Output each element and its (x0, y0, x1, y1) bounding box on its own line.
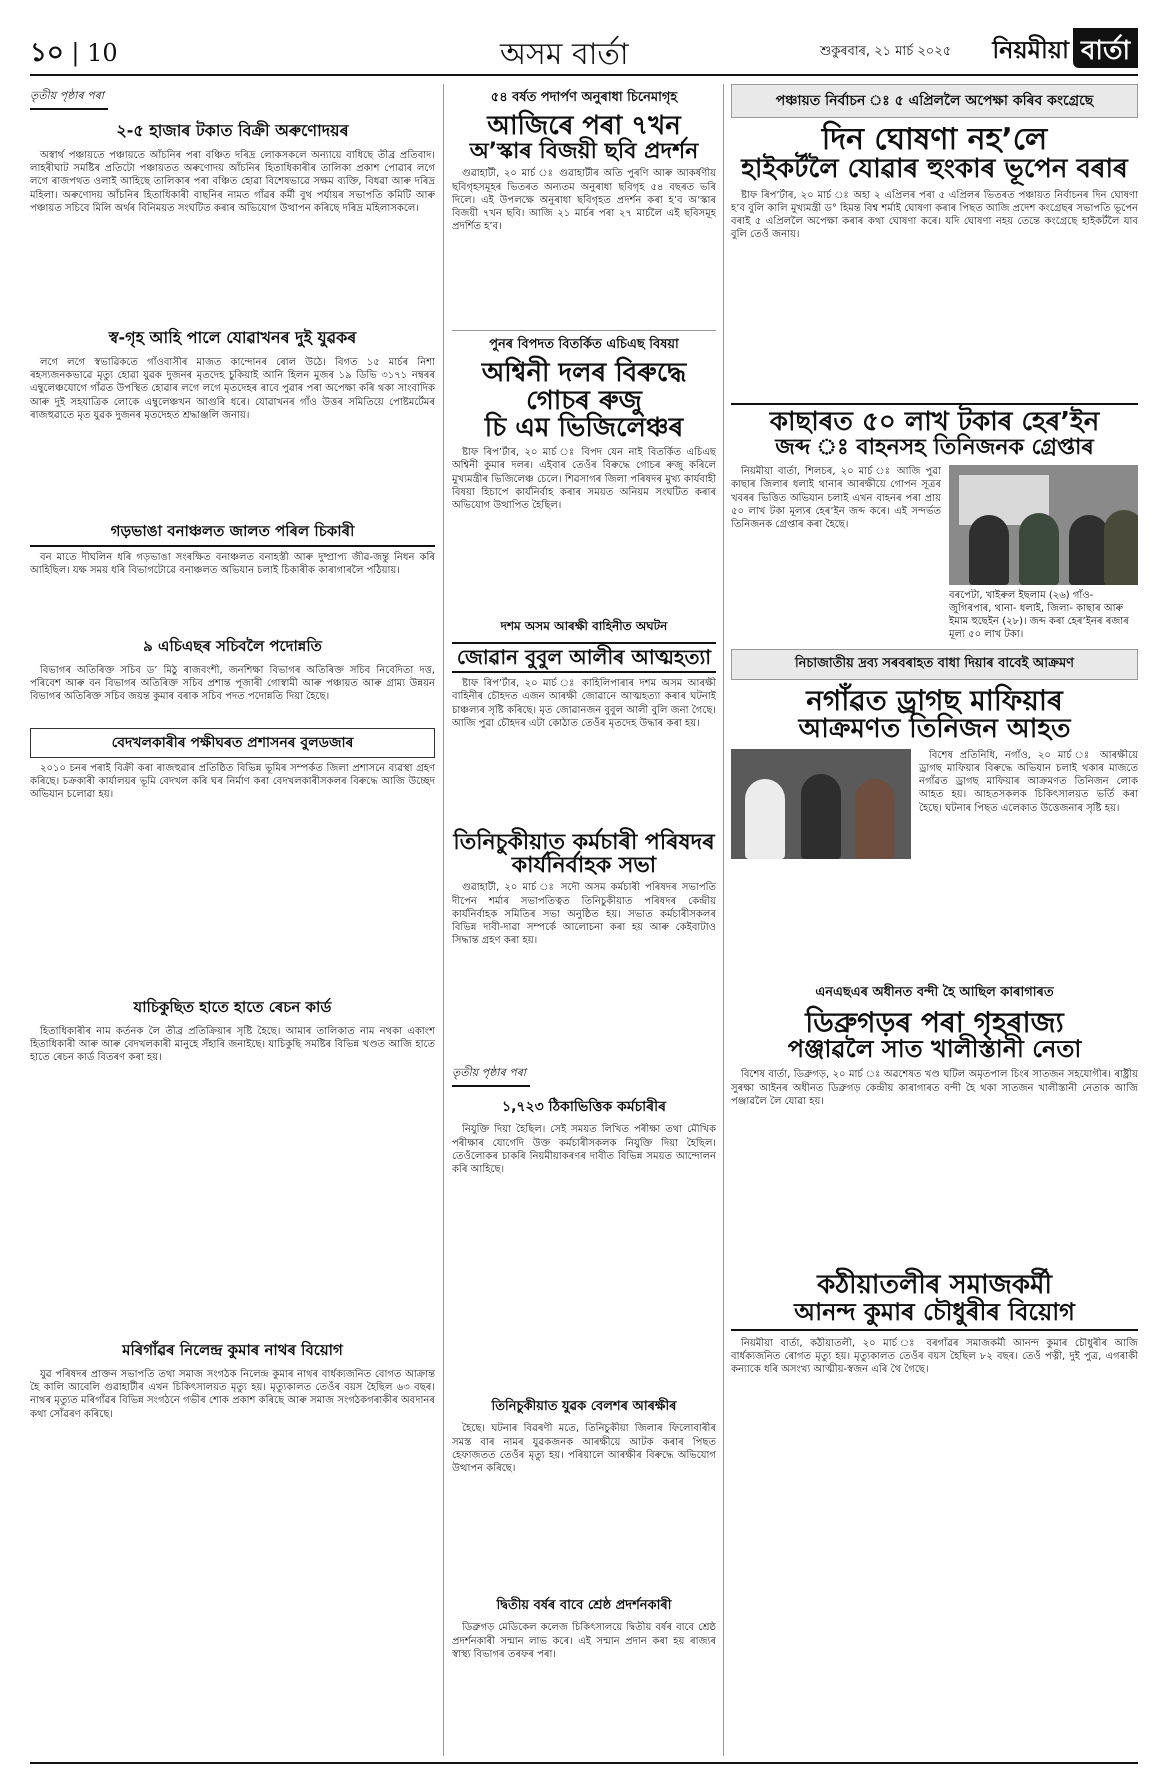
logo-part-1: নিয়মীয়া (992, 36, 1069, 64)
article-acs-body (30, 664, 435, 724)
headline-arunodoi: ২-৫ হাজাৰ টকাত বিক্ৰী অৰুণোদয়ৰ (116, 121, 349, 140)
page-number: ১০ | 10 (30, 38, 118, 68)
article-text: নিয়মীয়া বাৰ্তা, শিলচৰ, ২০ মাৰ্চ ঃ আজি পুৱা কাছাৰ জিলাৰ ধলাই থানাৰ আৰক্ষীয়ে গোপন সূত্ৰৰ খবৰৰ ভিত্তিত অভিযান চলাই এখন বাহনৰ পৰা প্ৰায় ৫০ লাখ টকা মূল্যৰ হেৰ’ইন জব্দ কৰে। এই সন্দৰ্ভত তিনিজনক গ্ৰেপ্তাৰ কৰা হৈছে। (731, 466, 941, 530)
person-silhouette (1019, 513, 1059, 585)
headline-employees-council: তিনিচুকীয়াত কৰ্মচাৰী পৰিষদৰ কাৰ্যনিৰ্বাহক সভা (453, 830, 715, 879)
headline-jawan-suicide: জোৱান বুবুল আলীৰ আত্মহত্যা (452, 642, 716, 673)
article-text: নিয়মীয়া বাৰ্তা, কঠীয়াতলী, ২০ মাৰ্চ ঃ বৰগাঁৱৰ সমাজকৰ্মী আনন্দ কুমাৰ চৌধুৰীৰ আজি বাৰ্ধক্যজনিত ৰোগত মৃত্যু হয়। মৃত্যুকালত তেওঁৰ বয়স হৈছিল ৮২ বছৰ। তেওঁ পত্নী, দুই পুত্ৰ, এগৰাকী কন্যাকে ধৰি অসংখ্য আত্মীয়-স্বজন এৰি থৈ গৈছে। (731, 1337, 1138, 1376)
article-text: হৈছে। ঘটনাৰ বিৱৰণী মতে, তিনিচুকীয়া জিলাৰ ফিলোবাৰীৰ সমস্ত বাৰ নামৰ যুৱকজনক আৰক্ষীয়ে আটক কৰাৰ পিছত হেফাজতত তেওঁৰ মৃত্যু হয়। পৰিয়ালে আৰক্ষীৰ বিৰুদ্ধে অভিযোগ উত্থাপন কৰিছে। (452, 1423, 716, 1475)
article-two-youths-body (30, 356, 435, 516)
headline-khalistani-leaders: পঞ্জাৱলৈ সাত খালীস্তানী নেতা (787, 1035, 1082, 1064)
headline-oscar-films: অ’স্কাৰ বিজয়ী ছবি প্ৰদৰ্শন (469, 139, 699, 165)
masthead (30, 28, 1138, 76)
left-column (30, 84, 435, 1756)
headline-contract-workers: ১,৭২৩ ঠিকাভিত্তিক কৰ্মচাৰীৰ (501, 1099, 666, 1116)
continued-tag: তৃতীয় পৃষ্ঠাৰ পৰা (452, 1064, 530, 1087)
article-poacher-body (30, 551, 435, 631)
headline-social-worker: কঠীয়াতলীৰ সমাজকৰ্মী (817, 1270, 1052, 1301)
headline-bulldozer: বেদখলকাৰীৰ পক্ষীঘৰত প্ৰশাসনৰ বুলডজাৰ (30, 728, 435, 758)
headline-ration-card: যাচিকুছিত হাতে হাতে ৰেচন কাৰ্ড (133, 998, 332, 1016)
article-text: লগে লগে স্বভাৱিকতে গাঁওবাসীৰ মাজত কান্দোনৰ ৰোল উঠে। বিগত ১৫ মাৰ্চৰ নিশা ৰহস্যজনকভাৱে মৃত্যু হোৱা যুৱক দুজনৰ মৃতদেহ চুকিয়াই আনি হিলন মুজৰ ১৯ ডিভি ৩১৭১ নম্বৰৰ এম্বুলেঞ্চযোগে গাঁৱত উপস্থিত হোৱাৰ লগে লগে মৃতদেহৰ ৰাবে পুৱাৰ পৰা অপেক্ষা কৰি থকা সাংবাদিক আৰু দুই সহযাত্ৰিক লোকে এম্বুলেঞ্চখন আগুৰি ধৰে। যোৱাখনৰ গাঁও উত্তৰ সমিতিয়ে পোষ্টমৰ্টেমৰ ৰাজহুৱাতে মৃত যুৱক দুজনৰ মৃতদেহত শ্ৰদ্ধাঞ্জলি জনায়। (30, 357, 435, 421)
separator (452, 330, 716, 331)
issue-date: শুকুৰবাৰ, ২১ মাৰ্চ ২০২৫ (820, 44, 952, 59)
banner-panchayat: পঞ্চায়ত নিৰ্বাচন ঃ ৫ এপ্ৰিললৈ অপেক্ষা কৰিব কংগ্ৰেছে (731, 84, 1138, 118)
headline-best-performer: দ্বিতীয় বৰ্ষৰ বাবে শ্ৰেষ্ঠ প্ৰদৰ্শনকাৰী (496, 1598, 672, 1614)
headline-heroin-seized: কাছাৰত ৫০ লাখ টকাৰ হেৰ’ইন (769, 406, 1100, 437)
article-text: ষ্টাফ ৰিপ’ৰ্টাৰ, ২০ মাৰ্চ ঃ অহা ২ এপ্ৰিলৰ পৰা ৫ এপ্ৰিলৰ ভিতৰত পঞ্চায়ত নিৰ্বাচনৰ দিন ঘোষণা হ’ব বুলি কালি মুখ্যমন্ত্ৰী ড° হিমন্ত বিশ্ব শৰ্মাই ঘোষণা কৰাৰ পিছত আজি প্ৰদেশ কংগ্ৰেছৰ সভাপতি ভূপেন বৰাই ৫ এপ্ৰিললৈ অপেক্ষা কৰাৰ কথা ঘোষণা কৰে। যদি ঘোষণা নহয় তেন্তে কংগ্ৰেছে হাইকৰ্টলৈ যাব বুলি তেওঁ জনায়। (731, 189, 1138, 241)
page-footer-rule (30, 1762, 1138, 1770)
right-column (731, 84, 1138, 1756)
drug-photo-block (731, 749, 911, 859)
headline-two-youths: স্ব-গৃহ আহি পালে যোৱাখনৰ দুই যুৱকৰ (108, 328, 357, 347)
page-number-bengali: ১০ (30, 38, 64, 68)
article-acs-vigilance-body (452, 446, 716, 614)
article-text: গুৱাহাটী, ২০ মাৰ্চ ঃ গুৱাহাটীৰ অতি পুৰণি আৰু আকৰ্ষণীয় ছবিগৃহসমূহৰ ভিতৰত অন্যতম অনুৰাধা ছবিগৃহ ৫৪ বছৰত ভৰি দিলে। এই উপলক্ষে অনুৰাধা ছবিগৃহত প্ৰদৰ্শন কৰা হ’ব অ’স্কাৰ বিজয়ী ৭খন ছবি। আজি ২১ মাৰ্চৰ পৰা ২৭ মাৰ্চলৈ এই ছবিসমূহ প্ৰদৰ্শিত হ’ব। (452, 168, 716, 233)
article-heroin-body (731, 465, 941, 643)
article-ration-body (30, 1025, 435, 1335)
article-contract-body (452, 1123, 716, 1393)
continued-tag: তৃতীয় পৃষ্ঠাৰ পৰা (30, 87, 108, 110)
separator (731, 403, 1138, 405)
article-bhupen-body (731, 189, 1138, 399)
person-silhouette (745, 779, 785, 859)
headline-drug-mafia: নগাঁৱত ড্ৰাগছ মাফিয়াৰ (806, 684, 1063, 718)
article-text: নিযুক্তি দিয়া হৈছিল। সেই সময়ত লিখিত পৰীক্ষা তথা মৌখিক পৰীক্ষাৰ যোগেদি উক্ত কৰ্মচাৰীসকলক নিযুক্তি দিয়া হৈছিল। তেওঁলোকৰ চাকৰি নিয়মীয়াকৰণৰ দাবীত বিভিন্ন সময়ত আন্দোলন কৰি আহিছে। (452, 1124, 716, 1176)
person-silhouette (1104, 510, 1138, 585)
article-text: যুৱ পৰিষদৰ প্ৰাক্তন সভাপতি তথা সমাজ সংগঠক নিলেন্দ্ৰ কুমাৰ নাথৰ বাৰ্ধক্যজনিত বোগত আক্ৰান্ত হৈ কালি আবেলি গুৱাহাটীৰ এখন চিকিৎসালয়ত মৃত্যু হয়। মৃত্যুকালত তেওঁৰ বয়স হৈছিল ৬৩ বছৰ। নাথৰ মৃত্যুত মৰিগাঁৱৰ বিভিন্ন সংগঠনে গভীৰ শোক প্ৰকাশ কৰিছে আৰু সমাজ সংগঠকগৰাকীৰ অবদানৰ কথা সোঁৱৰণ কৰিছে। (30, 1369, 435, 1420)
article-text: হিতাধিকাৰীৰ নাম কৰ্তনক লৈ তীব্ৰ প্ৰতিক্ৰিয়াৰ সৃষ্টি হৈছে। আমাৰ তালিকাত নাম নথকা একাংশ হিতাধিকাৰী আৰু আৰু বেদখলকাৰী মানুহে সঁহাৰি জনাইছে। যাচিকুছি সমষ্টিৰ বিভিন্ন খণ্ডত আজি হাতে হাতে ৰেচন কাৰ্ড বিতৰণ কৰা হয়। (30, 1026, 435, 1064)
article-text: বিশেষ বাৰ্তা, ডিব্ৰুগড়, ২০ মাৰ্চ ঃ অৱশেষত খণ্ড ঘটিল অমৃতপাল চিংৰ সাতজন সহযোগীৰ। ৰাষ্ট্ৰীয় সুৰক্ষা আইনৰ অধীনত ডিব্ৰুগড় কেন্দ্ৰীয় কাৰাগাৰত বন্দী হৈ থকা সাতজন খালীস্তানী নেতাক আজি পঞ্জাৱলৈ লৈ যোৱা হয়। (731, 1069, 1138, 1107)
headline-cm-vigilance: চি এম ভিজিলেঞ্চৰ (484, 412, 684, 443)
headline-date-announcement: দিন ঘোষণা নহ’লে (821, 122, 1048, 157)
heroin-photo-block (949, 465, 1138, 643)
headline-three-injured: আক্ৰমণত তিনিজন আহত (798, 713, 1071, 744)
headline-bhupen-bora: হাইকৰ্টলৈ যোৱাৰ হুংকাৰ ভূপেন বৰাৰ (741, 153, 1128, 184)
logo-part-2: বাৰ্তা (1073, 28, 1138, 68)
article-arunodoi-body (30, 149, 435, 321)
article-text: ষ্টাফ ৰিপ’ৰ্টাৰ, ২০ মাৰ্চ ঃ বিপদ যেন নাই বিতৰ্কিত এচিএছ অশ্বিনী কুমাৰ দলৰ। এইবাৰ তেওঁৰ বিৰুদ্ধে গোচৰ ৰুজু কৰিলে মুখ্যমন্ত্ৰীৰ ভিজিলেঞ্চ চেলে। শিৱসাগৰ জিলা পৰিষদৰ মুখ্য কাৰ্যবাহী বিষয়া হিচাপে কাৰ্যনিৰ্বাহ কৰাৰ সময়ত অনিয়ম সংঘটিত কৰাৰ অভিযোগ উত্থাপিত হৈছিল। (452, 447, 716, 512)
headline-ashwini-dal: অশ্বিনী দলৰ বিৰুদ্ধে গোচৰ ৰুজু (481, 358, 687, 416)
headline-obituary-nath: মৰিগাঁৱৰ নিলেন্দ্ৰ কুমাৰ নাথৰ বিয়োগ (122, 1341, 343, 1359)
article-text: বিশেষ প্ৰতিনিধি, নগাঁও, ২০ মাৰ্চ ঃ আৰক্ষীয়ে ড্ৰাগছ মাফিয়াৰ বিৰুদ্ধে অভিযান চলাই থকাৰ মাজতে নগাঁৱত ড্ৰাগছ মাফিয়াৰ আক্ৰমণত তিনিজন লোক আহত হয়। আহতসকলক চিকিৎসালয়ত ভৰ্তি কৰা হৈছে। ঘটনাৰ পিছত এলেকাত উত্তেজনাৰ সৃষ্টি হয়। (919, 749, 1138, 814)
column-divider (723, 84, 724, 1756)
article-khalistani-body (731, 1068, 1138, 1268)
person-silhouette (969, 515, 1009, 585)
newspaper-logo (988, 28, 1138, 68)
article-text: বিভাগৰ অতিৰিক্ত সচিব ড’ মিঠু ৰাজবংশী, জনশিক্ষা বিভাগৰ অতিৰিক্ত সচিব নিবেদিতা দত্ত, পৰিবেশ আৰু বন বিভাগৰ অতিৰিক্ত সচিব প্ৰশান্ত পূজাৰী গোস্বামী আৰু পঞ্চায়ত আৰু গ্ৰাম্য উন্নয়ন বিভাগৰ অতিৰিক্ত সচিব জয়ন্ত কুমাৰ বৰাক সচিব পদত পদোন্নতি দিয়া হৈছে। (30, 665, 435, 703)
article-text: অস্বাৰ্থ পঞ্চায়তে পঞ্চায়তে আঁচনিৰ পৰা বঞ্চিত দৰিদ্ৰ লোকসকলে অন্যায়ে বাধিছে তীব্ৰ প্ৰতিবাদ। লাহৰীঘাট সমষ্টিৰ প্ৰতিটো পঞ্চায়তত অৰুণোদয় আঁচনিৰ হিতাধিকাৰীৰ তালিকা প্ৰকাশ পোৱাৰ লগে লগে ৰাজপথত ওলাই আহিছে তালিকাৰ পৰা বঞ্চিত হোৱা বিশেষভাৱে সক্ষম ব্যক্তি, বিধৱা আৰু দৰিদ্ৰ মহিলা। অৰুণোদয় আঁচনিৰ হিতাধিকাৰী বাছনিৰ নামত গাঁৱৰ কৰ্মী বুথ পৰ্যায়ৰ সভাপতি কমিটি আৰু পঞ্চায়ত সচিবে মিলি অৰ্থৰ বিনিময়ত সংঘটিত কৰাৰ অভিযোগ উত্থাপন কৰিছে দৰিদ্ৰ মহিলাসকলে। (30, 150, 435, 214)
article-text: গুৱাহাটী, ২০ মাৰ্চ ঃ সদৌ অসম কৰ্মচাৰী পৰিষদৰ সভাপতি দীপেন শৰ্মাৰ সভাপতিত্বত তিনিচুকীয়াত পৰিষদৰ কেন্দ্ৰীয় কাৰ্যনিৰ্বাহক সমিতিৰ সভা অনুষ্ঠিত হয়। সভাত কৰ্মচাৰীসকলৰ বিভিন্ন দাবী-দাৱা সম্পৰ্কে আলোচনা কৰা হয় আৰু কেইবাটাও সিদ্ধান্ত গ্ৰহণ কৰা হয়। (452, 882, 716, 947)
article-suicide-body (452, 677, 716, 827)
article-custody-body (452, 1422, 716, 1592)
headline-dibrugarh: ডিব্ৰুগড়ৰ পৰা গৃহৰাজ্য (805, 1005, 1064, 1039)
headline-custody-death: তিনিচুকীয়াত যুৱক বেলশৰ আৰক্ষীৰ (491, 1399, 677, 1415)
headline-anand-choudhury: আনন্দ কুমাৰ চৌধুৰীৰ বিয়োগ (731, 1300, 1138, 1331)
headline-poacher: গড়ভাঙা বনাঞ্চলত জালত পৰিল চিকাৰী (30, 520, 435, 547)
article-obituary-nath-body (30, 1368, 435, 1658)
drug-story-row (731, 749, 1138, 979)
kicker-acs: পুনৰ বিপদত বিতৰ্কিত এচিএছ বিষয়া (489, 337, 679, 353)
article-best-performer-body (452, 1621, 716, 1681)
article-drug-body (919, 749, 1138, 979)
person-silhouette (801, 774, 841, 859)
article-text: ষ্টাফ ৰিপ’ৰ্টাৰ, ২০ মাৰ্চ ঃ কাহিলিপাৰাৰ দশম অসম আৰক্ষী বাহিনীৰ চৌহদত এজন আৰক্ষী জোৱানে আত্মহত্যা কৰাৰ ঘটনাই চাঞ্চল্যৰ সৃষ্টি কৰিছে। মৃত জোৱানজন বুবুল আলী বুলি জনা গৈছে। আজি পুৱা চৌহদৰ এটা কোঠাত তেওঁৰ মৃতদেহ উদ্ধাৰ কৰা হয়। (452, 678, 716, 729)
kicker-nsa: এনএছএৰ অধীনত বন্দী হৈ আছিল কাৰাগাৰত (815, 984, 1054, 1000)
article-council-body (452, 881, 716, 1061)
article-text: ডিব্ৰুগড় মেডিকেল কলেজ চিকিৎসালয়ে দ্বিতীয় বৰ্ষৰ বাবে শ্ৰেষ্ঠ প্ৰদৰ্শনকাৰী সন্মান লাভ কৰে। এই সন্মান প্ৰদান কৰা হয় ৰাজ্যৰ স্বাস্থ্য বিভাগৰ তৰফৰ পৰা। (452, 1622, 716, 1660)
headline-three-arrested: জব্দ ঃ বাহনসহ তিনিজনক গ্ৰেপ্তাৰ (775, 435, 1094, 461)
person-silhouette (855, 779, 895, 859)
page-number-latin: 10 (87, 39, 118, 67)
injured-persons-photo (731, 749, 911, 859)
article-text: বন মাতে দীঘলিন ধৰি গড়ভাঙা সংৰক্ষিত বনাঞ্চলত বনাহস্তী আৰু দুষ্প্ৰাপ্য জীৱ-জন্তু নিধন কৰি আহিছিল। যক্ষ সময় ধৰি বিভাগটোৱে বনাঞ্চলত অভিযান চলাই চিকাৰীক কাৰাগাৰলৈ পঠিয়ায়। (30, 552, 435, 577)
heroin-arrest-photo (949, 465, 1138, 585)
column-divider (443, 84, 444, 1756)
headline-seven-films: আজিৰে পৰা ৭খন (487, 111, 681, 141)
article-bulldozer-body (30, 762, 435, 992)
section-title: অসম বাৰ্তা (500, 37, 629, 72)
headline-acs-promotion: ৯ এচিএছৰ সচিবলৈ পদোন্নতি (143, 637, 322, 655)
kicker-drugs: নিচাজাতীয় দ্ৰব্য সৰবৰাহত বাধা দিয়াৰ বাবেই আক্ৰমণ (731, 649, 1138, 680)
heroin-story-row (731, 465, 1138, 643)
heroin-photo-caption: বৰপেটা, খাইৰুল ইছলাম (২৬) গাঁও- জুগিৰপাৰ, থানা- ধলাই, জিলা- কাছাৰ আৰু ইমাম হুছেইন (২৮)। জব্দ কৰা হেৰ’ইনৰ ৰজাৰ মূল্য ৫০ লাখ টকা। (949, 590, 1129, 641)
middle-column (452, 84, 716, 1756)
article-choudhury-body (731, 1337, 1138, 1487)
person-silhouette (1069, 515, 1109, 585)
article-cinema-body (452, 167, 716, 327)
kicker-cinema: ৫৪ বৰ্ষত পদাৰ্পণ অনুৰাধা চিনেমাগৃহ (490, 90, 678, 105)
article-text: ২০১০ চনৰ পৰাই বিক্ৰী কৰা ৰাজহুৱাৰ প্ৰতিষ্ঠিত বিভিন্ন ভূমিৰ সম্পৰ্কত জিলা প্ৰশাসনে ব্যৱস্থা গ্ৰহণ কৰিছে। চক্ৰকাৰী কাৰ্যালয়ৰ ভূমি বেদখল কৰি ঘৰ নিৰ্মাণ কৰা বেদখলকাৰীসকলৰ বিৰুদ্ধে আজি উচ্ছেদ অভিযান চলোৱা হয়। (30, 763, 435, 801)
kicker-apbn: দশম অসম আৰক্ষী বাহিনীত অঘটন (500, 619, 668, 634)
